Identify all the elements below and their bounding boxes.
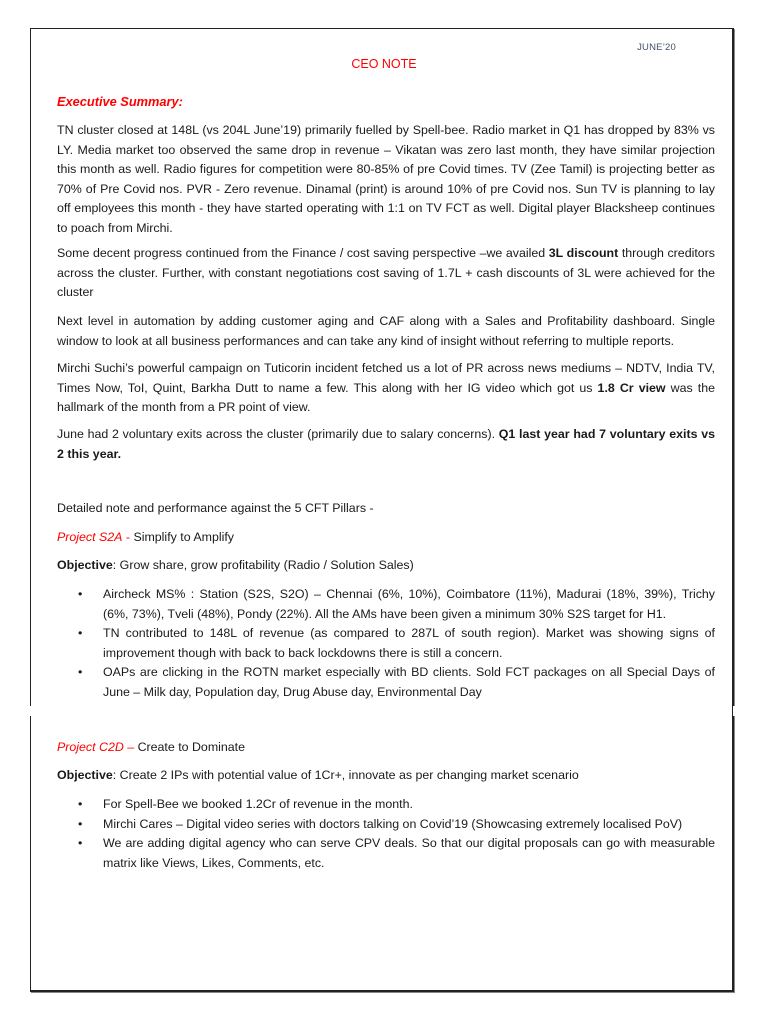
- bullet-icon: •: [78, 626, 83, 640]
- detailed-note-intro: Detailed note and performance against the 5 CFT Pillars -: [57, 501, 374, 515]
- paragraph-text: Mirchi Suchi’s powerful campaign on Tuticorin incident fetched us a lot of PR across news mediums – NDTV, India TV, Times Now, ToI, Quint, Barkha Dutt to name a few. This along with her IG video which got us: [57, 361, 715, 395]
- page-break-gap-left: [29, 706, 33, 716]
- highlight-discount: 3L discount: [548, 246, 619, 260]
- summary-paragraph-1: TN cluster closed at 148L (vs 204L June’19) primarily fuelled by Spell-bee. Radio market in Q1 has dropped by 83% vs LY. Media market too observed the same drop in revenue – Vikatan was zero last month, they have similar projection this month as well. Radio figures for competition were 80-85% of pre Covid times. TV (Zee Tamil) is projecting better as 70% of Pre Covid nos. PVR - Zero revenue. Dinamal (print) is around 10% of pre Covid nos. Sun TV is planning to lay off employees this month - they have started operating with 1:1 on TV FCT as well. Digital player Blacksheep continues to poach from Mirchi.: [57, 123, 715, 235]
- summary-paragraph-2: [57, 244, 715, 303]
- project-c2d-bullets: [57, 795, 715, 873]
- project-subtitle: Create to Dominate: [137, 740, 246, 754]
- document-date: JUNE’20: [637, 42, 676, 53]
- bullet-icon: •: [78, 797, 83, 811]
- bullet-icon: •: [78, 816, 83, 831]
- objective-text: : Create 2 IPs with potential value of 1Cr+, innovate as per changing market scenario: [112, 768, 579, 782]
- list-item-text: TN contributed to 148L of revenue (as compared to 287L of south region). Market was showing signs of improvement though with back to back lockdowns there is still a concern.: [103, 626, 715, 660]
- project-separator: -: [122, 530, 134, 544]
- project-separator: –: [123, 740, 138, 754]
- objective-label: Objective: [57, 768, 113, 782]
- executive-summary-heading: Executive Summary:: [57, 94, 183, 109]
- summary-paragraph-5: [57, 425, 715, 464]
- bullet-icon: •: [78, 836, 83, 850]
- list-item-text: Aircheck MS% : Station (S2S, S2O) – Chennai (6%, 10%), Coimbatore (11%), Madurai (18%, 39%), Trichy (6%, 73%), Tveli (48%), Pondy (22%). All the AMs have been given a minimum 30% S2S target for H1.: [103, 587, 715, 621]
- list-item-text: We are adding digital agency who can serve CPV deals. So that our digital proposals can go with measurable matrix like Views, Likes, Comments, etc.: [103, 836, 715, 870]
- list-item-text: For Spell-Bee we booked 1.2Cr of revenue in the month.: [103, 797, 413, 811]
- summary-paragraph-3: Next level in automation by adding customer aging and CAF along with a Sales and Profitability dashboard. Single window to look at all business performances and can take any kind of insight without referring to multiple reports.: [57, 314, 715, 348]
- list-item: [57, 795, 715, 815]
- document-title: CEO NOTE: [351, 57, 417, 71]
- paragraph-text: June had 2 voluntary exits across the cluster (primarily due to salary concerns).: [57, 427, 499, 441]
- project-s2a-title: [57, 528, 715, 548]
- bullet-icon: •: [78, 587, 83, 601]
- list-item: [57, 663, 715, 702]
- project-c2d-title: [57, 738, 715, 758]
- highlight-exits: Q1 last year had 7 voluntary exits vs 2 this year.: [57, 427, 716, 461]
- highlight-views: 1.8 Cr view: [597, 380, 666, 395]
- paragraph-text: was the hallmark of the month from a PR point of view.: [57, 380, 715, 414]
- list-item: [57, 815, 715, 835]
- objective-label: Objective: [57, 558, 113, 572]
- list-item-text: OAPs are clicking in the ROTN market especially with BD clients. Sold FCT packages on all Special Days of June – Milk day, Population day, Drug Abuse day, Environmental Day: [103, 665, 715, 699]
- page-break-gap-right: [733, 706, 737, 716]
- project-c2d-objective: [57, 766, 715, 786]
- list-item: [57, 585, 715, 624]
- paragraph-text: Some decent progress continued from the Finance / cost saving perspective –we availed: [57, 246, 549, 260]
- list-item: [57, 624, 715, 663]
- list-item: [57, 834, 715, 873]
- bullet-icon: •: [78, 665, 83, 679]
- project-s2a-objective: [57, 556, 715, 576]
- paragraph-text: through creditors across the cluster. Further, with constant negotiations cost saving of 1.7L + cash discounts of 3L were achieved for the cluster: [57, 246, 715, 299]
- project-s2a-bullets: [57, 585, 715, 702]
- objective-text: : Grow share, grow profitability (Radio / Solution Sales): [112, 558, 414, 572]
- project-name: Project S2A: [57, 530, 123, 544]
- list-item-text: Mirchi Cares – Digital video series with doctors talking on Covid’19 (Showcasing extremely localised PoV): [103, 816, 683, 831]
- project-subtitle: Simplify to Amplify: [133, 530, 234, 544]
- summary-paragraph-4: [57, 359, 715, 418]
- project-name: Project C2D: [57, 740, 124, 754]
